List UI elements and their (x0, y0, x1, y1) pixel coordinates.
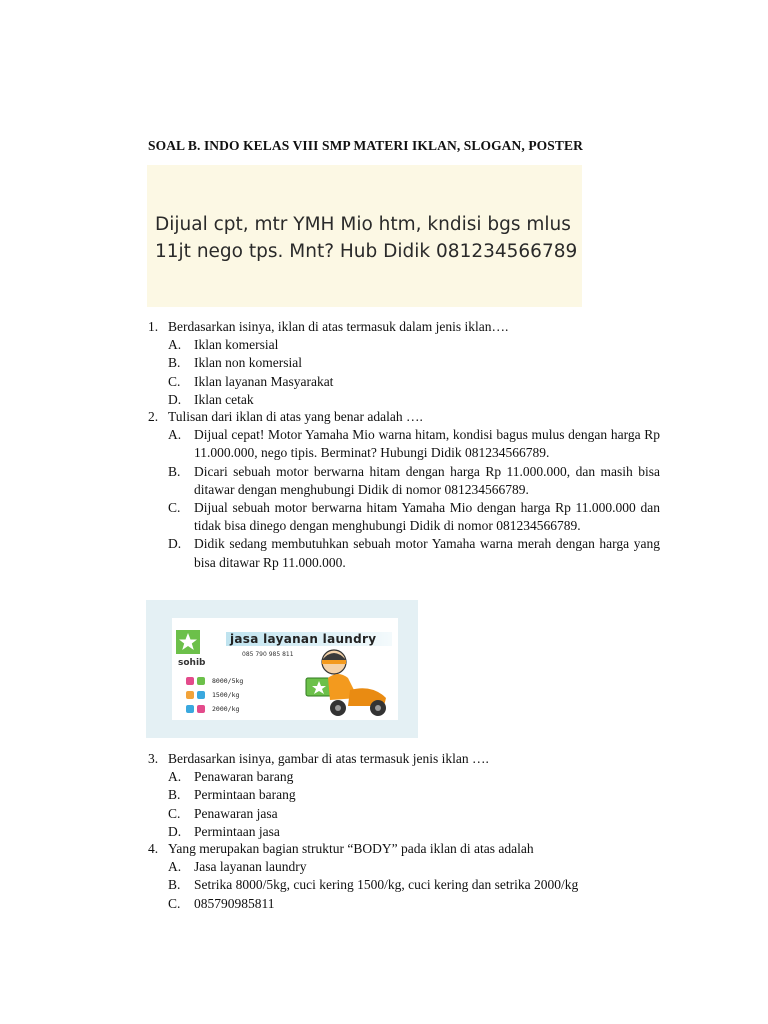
price-value: 2000/kg (212, 705, 240, 713)
shirt-icon (197, 705, 205, 713)
laundry-ad-image (146, 600, 418, 738)
price-row (186, 674, 243, 688)
delivery-scooter-illustration (300, 648, 396, 720)
question-text: Berdasarkan isinya, gambar di atas termasuk jenis iklan …. (168, 751, 489, 766)
option-c: C. Dijual sebuah motor berwarna hitam Yamaha Mio dengan harga Rp 11.000.000 dan tidak bisa dinego dengan menghubungi Didik di nomor 081234566789. (168, 500, 660, 534)
question-number: 2. (148, 409, 159, 424)
shirt-icon (186, 677, 194, 685)
option-c: C. Iklan layanan Masyarakat (168, 373, 334, 389)
question-4 (148, 840, 660, 913)
price-value: 1500/kg (212, 691, 240, 699)
option-c: C. 085790985811 (168, 895, 275, 911)
option-d: D. Iklan cetak (168, 391, 254, 407)
shirt-icon (186, 691, 194, 699)
option-b: B. Dicari sebuah motor berwarna hitam dengan harga Rp 11.000.000, dan masih bisa ditawar dengan menghubungi Didik di nomor 081234566789. (168, 463, 660, 497)
option-b: B. Iklan non komersial (168, 355, 302, 371)
question-number: 3. (148, 751, 159, 766)
option-d: D. Didik sedang membutuhkan sebuah motor Yamaha warna merah dengan harga yang bisa ditawar Rp 11.000.000. (168, 536, 660, 570)
page-title: SOAL B. INDO KELAS VIII SMP MATERI IKLAN, SLOGAN, POSTER (148, 138, 583, 153)
price-list (186, 674, 243, 716)
question-number: 4. (148, 841, 159, 856)
question-text: Yang merupakan bagian struktur “BODY” pada iklan di atas adalah (168, 841, 534, 856)
question-1 (148, 318, 660, 409)
brand-name: sohib (178, 658, 206, 668)
question-number: 1. (148, 319, 159, 334)
price-value: 8000/5kg (212, 677, 244, 685)
classified-ad-box (147, 165, 582, 307)
iron-icon (197, 677, 205, 685)
star-logo-icon (176, 630, 200, 654)
question-text: Tulisan dari iklan di atas yang benar adalah …. (168, 409, 423, 424)
option-a: A. Penawaran barang (168, 769, 294, 785)
option-a: A. Iklan komersial (168, 337, 279, 353)
question-2 (148, 408, 660, 572)
washer-icon (197, 691, 205, 699)
option-b: B. Setrika 8000/5kg, cuci kering 1500/kg, cuci kering dan setrika 2000/kg (168, 877, 579, 893)
classified-ad-text (155, 211, 585, 265)
option-b: B. Permintaan barang (168, 787, 296, 803)
ad-line-2: 11jt nego tps. Mnt? Hub Didik 081234566789 (155, 241, 578, 262)
laundry-title: jasa layanan laundry (230, 632, 377, 646)
option-d: D. Permintaan jasa (168, 823, 280, 839)
question-3 (148, 750, 660, 841)
ad-line-1: Dijual cpt, mtr YMH Mio htm, kndisi bgs mlus (155, 214, 571, 235)
price-row (186, 702, 243, 716)
washer-icon (186, 705, 194, 713)
option-a: A. Jasa layanan laundry (168, 859, 307, 875)
price-row (186, 688, 243, 702)
laundry-ad-card (172, 618, 398, 720)
question-text: Berdasarkan isinya, iklan di atas termasuk dalam jenis iklan…. (168, 319, 509, 334)
option-a: A. Dijual cepat! Motor Yamaha Mio warna hitam, kondisi bagus mulus dengan harga Rp 11.000.000, nego tipis. Berminat? Hubungi Didik 081234566789. (168, 427, 660, 461)
option-c: C. Penawaran jasa (168, 805, 278, 821)
laundry-phone: 085 790 985 811 (242, 651, 294, 658)
